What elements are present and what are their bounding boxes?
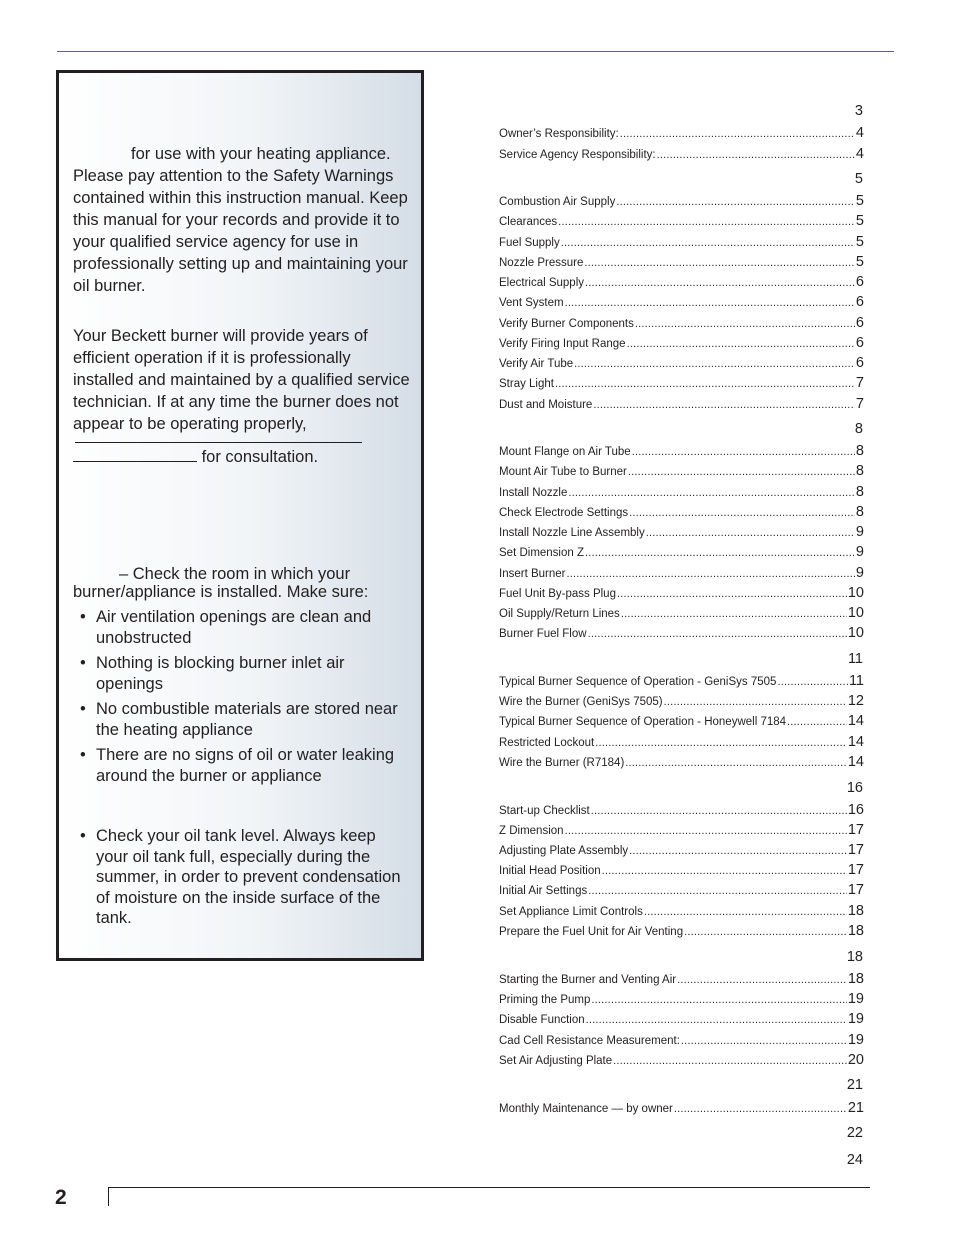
toc-entry[interactable] (499, 882, 864, 898)
toc-leader-dots (585, 547, 855, 559)
toc-leader-dots (627, 338, 855, 350)
toc-entry-page: 8 (855, 504, 864, 520)
toc-leader-dots (657, 149, 855, 161)
toc-entry-page: 6 (855, 315, 864, 331)
toc-entry[interactable] (499, 193, 864, 209)
check-item-text: Air ventilation openings are clean and unobstructed (96, 608, 372, 647)
toc-leader-dots (674, 1103, 847, 1115)
toc-entry-label: Restricted Lockout (499, 737, 595, 749)
toc-entry[interactable] (499, 375, 864, 391)
toc-entry-label: Nozzle Pressure (499, 257, 584, 269)
notice-intro: for use with your heating appliance. Please pay attention to the Safety Warnings contained within this instruction manual. Keep this manual for your records and provide it to your qualified service agency for use in professionally setting up and maintaining your oil burner. (73, 145, 408, 295)
toc-leader-dots (586, 1014, 847, 1026)
blank-line-contact (75, 442, 362, 443)
toc-entry[interactable] (499, 734, 864, 750)
toc-entry-page: 21 (847, 1100, 864, 1116)
toc-entry-label: Starting the Burner and Venting Air (499, 974, 677, 986)
toc-leader-dots (558, 216, 855, 228)
toc-entry-label: Initial Head Position (499, 865, 601, 877)
room-check-list (73, 607, 403, 791)
toc-entry[interactable] (499, 234, 864, 250)
toc-leader-dots (565, 297, 855, 309)
toc-section-page[interactable]: 5 (854, 171, 863, 187)
toc-entry-page: 5 (855, 193, 864, 209)
toc-entry[interactable] (499, 443, 864, 459)
toc-entry[interactable] (499, 971, 864, 987)
toc-leader-dots (588, 885, 847, 897)
toc-entry-label: Verify Air Tube (499, 358, 574, 370)
toc-entry-label: Initial Air Settings (499, 885, 588, 897)
toc-leader-dots (628, 466, 855, 478)
page-number: 2 (55, 1186, 67, 1209)
bullet-icon: • (80, 700, 86, 718)
toc-entry-label: Adjusting Plate Assembly (499, 845, 629, 857)
toc-leader-dots (585, 277, 855, 289)
toc-entry[interactable] (499, 862, 864, 878)
toc-leader-dots (617, 588, 847, 600)
toc-entry-page: 14 (847, 754, 864, 770)
toc-entry-page: 5 (855, 234, 864, 250)
bullet-icon: • (80, 746, 86, 764)
blank-line-short (73, 447, 197, 462)
toc-entry-label: Dust and Moisture (499, 399, 593, 411)
toc-leader-dots (644, 906, 847, 918)
toc-entry-page: 7 (855, 396, 864, 412)
toc-section-page[interactable]: 24 (846, 1152, 863, 1168)
toc-entry-page: 19 (847, 991, 864, 1007)
room-check-intro: – Check the room in which your burner/appliance is installed. Make sure: (73, 565, 369, 601)
toc-entry-label: Priming the Pump (499, 994, 591, 1006)
toc-entry-label: Prepare the Fuel Unit for Air Venting (499, 926, 684, 938)
toc-section-page[interactable]: 16 (846, 780, 863, 796)
toc-entry-label: Fuel Unit By-pass Plug (499, 588, 616, 600)
toc-leader-dots (632, 446, 855, 458)
toc-entry-label: Owner’s Responsibility: (499, 128, 619, 140)
toc-entry[interactable] (499, 713, 864, 729)
toc-entry[interactable] (499, 463, 864, 479)
toc-entry-page: 4 (855, 146, 864, 162)
toc-leader-dots (591, 994, 846, 1006)
check-item (73, 653, 403, 694)
toc-entry-label: Typical Burner Sequence of Operation - GeniSys 7505 (499, 676, 777, 688)
toc-entry[interactable] (499, 1100, 864, 1116)
toc-leader-dots (568, 487, 855, 499)
toc-entry[interactable] (499, 254, 864, 270)
toc-entry-label: Vent System (499, 297, 564, 309)
toc-entry-page: 6 (855, 274, 864, 290)
toc-entry-page: 16 (847, 802, 864, 818)
toc-section-page[interactable]: 3 (854, 103, 863, 119)
toc-entry-label: Typical Burner Sequence of Operation - Honeywell 7184 (499, 716, 787, 728)
toc-entry-label: Set Air Adjusting Plate (499, 1055, 613, 1067)
toc-entry[interactable] (499, 605, 864, 621)
toc-entry-page: 19 (847, 1011, 864, 1027)
toc-entry-label: Wire the Burner (GeniSys 7505) (499, 696, 663, 708)
toc-entry-label: Electrical Supply (499, 277, 585, 289)
toc-entry[interactable] (499, 625, 864, 641)
check-item (73, 745, 403, 786)
toc-leader-dots (664, 696, 847, 708)
toc-leader-dots (566, 568, 854, 580)
toc-entry-page: 17 (847, 842, 864, 858)
toc-leader-dots (593, 399, 855, 411)
toc-entry-page: 6 (855, 355, 864, 371)
toc-section-page[interactable]: 8 (854, 421, 863, 437)
toc-entry-page: 6 (855, 335, 864, 351)
toc-leader-dots (684, 926, 847, 938)
toc-entry-label: Disable Function (499, 1014, 585, 1026)
top-rule (57, 51, 894, 52)
toc-entry[interactable] (499, 294, 864, 310)
toc-entry[interactable] (499, 802, 864, 818)
toc-entry-label: Clearances (499, 216, 558, 228)
owner-notice-box (56, 70, 424, 961)
toc-entry-page: 10 (847, 625, 864, 641)
notice-consult: for consultation. (73, 446, 318, 468)
toc-entry-page: 5 (855, 213, 864, 229)
toc-leader-dots (584, 257, 855, 269)
toc-entry-label: Install Nozzle (499, 487, 568, 499)
toc-entry-label: Fuel Supply (499, 237, 560, 249)
toc-entry[interactable] (499, 903, 864, 919)
toc-leader-dots (561, 237, 855, 249)
toc-entry-page: 4 (855, 125, 864, 141)
toc-leader-dots (621, 608, 847, 620)
toc-entry[interactable] (499, 524, 864, 540)
toc-entry-label: Install Nozzle Line Assembly (499, 527, 645, 539)
toc-entry[interactable] (499, 213, 864, 229)
toc-entry[interactable] (499, 274, 864, 290)
toc-leader-dots (595, 737, 847, 749)
toc-section-page[interactable]: 21 (846, 1077, 863, 1093)
toc-leader-dots (574, 358, 855, 370)
toc-entry[interactable] (499, 991, 864, 1007)
toc-leader-dots (635, 318, 855, 330)
bullet-icon: • (80, 608, 86, 626)
toc-leader-dots (677, 974, 847, 986)
toc-entry-page: 17 (847, 822, 864, 838)
toc-entry-label: Service Agency Responsibility: (499, 149, 656, 161)
toc-leader-dots (565, 825, 847, 837)
toc-entry[interactable] (499, 504, 864, 520)
bullet-icon: • (80, 827, 86, 845)
toc-entry[interactable] (499, 355, 864, 371)
toc-entry-label: Burner Fuel Flow (499, 628, 587, 640)
toc-entry-page: 9 (855, 544, 864, 560)
toc-entry-page: 6 (855, 294, 864, 310)
toc-leader-dots (625, 757, 847, 769)
toc-leader-dots (629, 507, 855, 519)
toc-entry[interactable] (499, 146, 864, 162)
toc-entry-label: Mount Air Tube to Burner (499, 466, 627, 478)
check-item (73, 699, 403, 740)
toc-entry-label: Verify Firing Input Range (499, 338, 626, 350)
check-item-text: Nothing is blocking burner inlet air openings (96, 654, 345, 693)
toc-section-page[interactable]: 18 (846, 949, 863, 965)
toc-leader-dots (555, 378, 855, 390)
toc-entry-page: 8 (855, 443, 864, 459)
toc-entry-page: 18 (847, 971, 864, 987)
check-item-text: There are no signs of oil or water leaking around the burner or appliance (96, 746, 395, 785)
check-item-text: Check your oil tank level. Always keep your oil tank full, especially during the summer, in order to prevent condensation of moisture on the inside surface of the tank. (96, 827, 401, 927)
toc-leader-dots (777, 676, 848, 688)
toc-entry-page: 10 (847, 585, 864, 601)
toc-entry[interactable] (499, 693, 864, 709)
toc-entry-page: 17 (847, 882, 864, 898)
bottom-rule (108, 1187, 870, 1188)
toc-entry-page: 19 (847, 1032, 864, 1048)
toc-entry-page: 10 (847, 605, 864, 621)
toc-leader-dots (613, 1055, 847, 1067)
toc-entry-label: Cad Cell Resistance Measurement: (499, 1035, 680, 1047)
toc-entry-page: 14 (847, 734, 864, 750)
toc-entry-label: Wire the Burner (R7184) (499, 757, 625, 769)
toc-entry-label: Set Dimension Z (499, 547, 585, 559)
bullet-icon: • (80, 654, 86, 672)
toc-entry-page: 11 (848, 673, 864, 689)
notice-service: Your Beckett burner will provide years of efficient operation if it is professionally installed and maintained by a qualified service technician. If at any time the burner does not appear to be operating properly, (73, 327, 410, 433)
toc-entry-page: 8 (855, 463, 864, 479)
toc-entry[interactable] (499, 673, 864, 689)
toc-entry-label: Combustion Air Supply (499, 196, 616, 208)
check-item-text: No combustible materials are stored near the heating appliance (96, 700, 398, 739)
check-item (73, 826, 403, 929)
toc-entry[interactable] (499, 565, 864, 581)
toc-entry[interactable] (499, 544, 864, 560)
toc-leader-dots (646, 527, 855, 539)
toc-entry-page: 5 (855, 254, 864, 270)
toc-entry[interactable] (499, 1052, 864, 1068)
check-item (73, 607, 403, 648)
toc-entry-label: Verify Burner Components (499, 318, 634, 330)
toc-entry-page: 14 (847, 713, 864, 729)
toc-entry-page: 17 (847, 862, 864, 878)
toc-entry-page: 9 (855, 565, 864, 581)
toc-entry-label: Stray Light (499, 378, 554, 390)
toc-entry[interactable] (499, 315, 864, 331)
toc-entry[interactable] (499, 484, 864, 500)
toc-entry[interactable] (499, 1032, 864, 1048)
toc-entry[interactable] (499, 822, 864, 838)
toc-leader-dots (602, 865, 847, 877)
toc-entry-label: Start-up Checklist (499, 805, 590, 817)
toc-leader-dots (616, 196, 855, 208)
toc-entry-page: 18 (847, 903, 864, 919)
toc-entry-label: Set Appliance Limit Controls (499, 906, 643, 918)
toc-entry-label: Oil Supply/Return Lines (499, 608, 620, 620)
toc-entry-label: Insert Burner (499, 568, 566, 580)
toc-entry[interactable] (499, 842, 864, 858)
toc-entry-page: 9 (855, 524, 864, 540)
toc-leader-dots (681, 1035, 847, 1047)
toc-entry-label: Monthly Maintenance — by owner (499, 1103, 673, 1115)
toc-entry-page: 12 (847, 693, 864, 709)
toc-entry[interactable] (499, 396, 864, 412)
toc-section-page[interactable]: 22 (846, 1125, 863, 1141)
toc-leader-dots (620, 128, 855, 140)
toc-entry-label: Check Electrode Settings (499, 507, 629, 519)
toc-entry[interactable] (499, 125, 864, 141)
toc-entry[interactable] (499, 754, 864, 770)
toc-leader-dots (588, 628, 847, 640)
toc-entry-page: 20 (847, 1052, 864, 1068)
toc-entry[interactable] (499, 1011, 864, 1027)
bottom-rule-tick (108, 1187, 109, 1206)
toc-entry-label: Z Dimension (499, 825, 564, 837)
toc-entry-page: 7 (855, 375, 864, 391)
toc-leader-dots (787, 716, 847, 728)
tank-check-list (73, 826, 403, 934)
toc-leader-dots (629, 845, 847, 857)
toc-entry[interactable] (499, 923, 864, 939)
toc-entry[interactable] (499, 335, 864, 351)
toc-entry[interactable] (499, 585, 864, 601)
toc-section-page[interactable]: 11 (847, 651, 863, 667)
toc-leader-dots (591, 805, 847, 817)
toc-entry-page: 18 (847, 923, 864, 939)
toc-entry-label: Mount Flange on Air Tube (499, 446, 631, 458)
toc-entry-page: 8 (855, 484, 864, 500)
